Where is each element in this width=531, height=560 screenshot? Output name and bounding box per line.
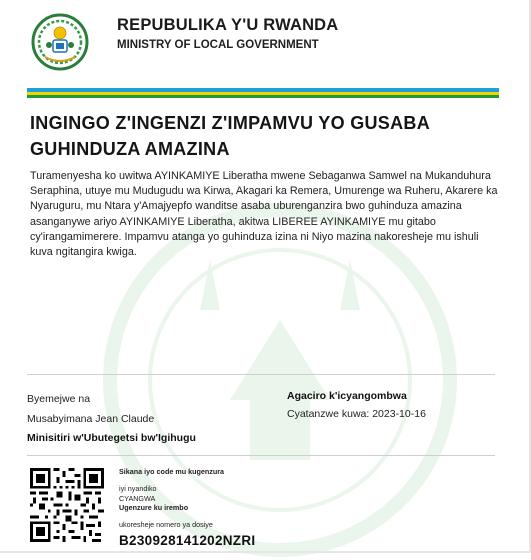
scan-instruction: Sikana iyo code mu kugenzura xyxy=(119,467,225,476)
fee-label: Agaciro k'icyangombwa xyxy=(287,390,407,402)
approved-by-label: Byemejwe na xyxy=(27,393,91,405)
ministry-name: MINISTRY OF LOCAL GOVERNMENT xyxy=(117,39,319,51)
flag-stripe-green xyxy=(27,95,499,98)
rwanda-coat-of-arms-icon xyxy=(31,13,89,71)
approver-name: Musabyimana Jean Claude xyxy=(27,413,155,425)
issued-date: Cyatanzwe kuwa: 2023-10-16 xyxy=(287,408,426,420)
or-word: CYANGWA xyxy=(119,493,156,503)
title-line-1: INGINGO Z'INGENZI Z'IMPAMVU YO GUSABA xyxy=(30,113,431,133)
verify-document-line: iyi nyandiko xyxy=(119,484,157,493)
reference-number: B230928141202NZRI xyxy=(119,533,256,548)
verify-irembo-line: Ugenzure ku irembo xyxy=(119,503,189,512)
document-title xyxy=(30,110,500,162)
verification-lines xyxy=(119,484,188,513)
reference-label: ukoresheje nomero ya dosiye xyxy=(119,520,213,529)
title-line-2: GUHINDUZA AMAZINA xyxy=(30,139,230,159)
divider-top xyxy=(27,374,495,375)
approver-title: Minisitiri w'Ubutegetsi bw'Igihugu xyxy=(27,432,196,444)
qr-code-icon[interactable] xyxy=(30,468,104,542)
country-name: REPUBULIKA Y'U RWANDA xyxy=(117,16,339,34)
divider-bottom xyxy=(27,455,495,456)
document-body: Turamenyesha ko uwitwa AYINKAMIYE Liberatha mwene Sebaganwa Samwel na Mukanduhura Seraphina, utuye mu Mudugudu wa Kirwa, Akagari ka Remera, Umurenge wa Ruheru, Akarere ka Nyaruguru, mu Ntara y'Amajyepfo wanditse asaba uburenganzira bwo guhinduza amazina asanganywe ariyo AYINKAMIYE Liberatha, akitwa LIBEREE AYINKAMIYE mu gitabo cy'irangamimerere. Impamvu atanga yo guhinduza izina ni Niyo mazina nakoresheje mu ishuli kuva ngitangira kwiga. xyxy=(30,170,498,259)
